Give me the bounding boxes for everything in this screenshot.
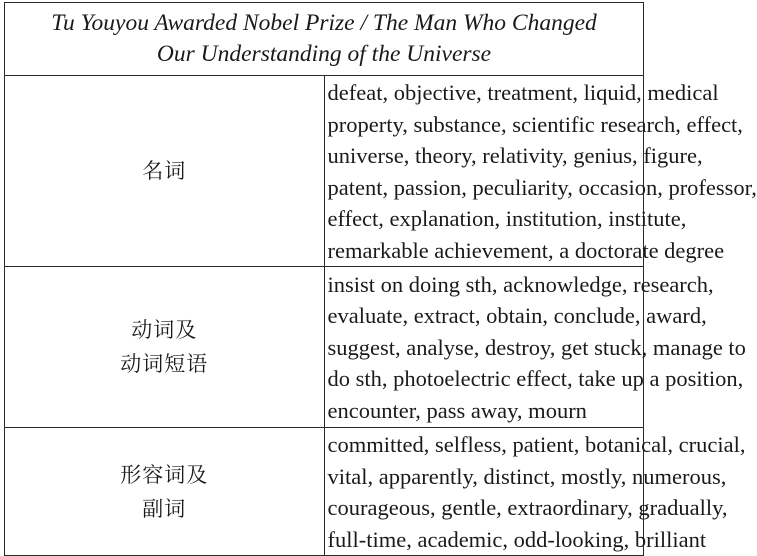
word-line: remarkable achievement, a doctorate degree	[327, 237, 725, 263]
table-row-nouns	[5, 76, 644, 267]
category-label: 名词	[142, 159, 187, 183]
word-line: defeat, objective, treatment, liquid, medical	[327, 80, 719, 105]
table-row-verbs	[5, 267, 644, 428]
category-label: 形容词及	[120, 462, 209, 487]
category-cell-adjectives	[5, 428, 325, 556]
title-row	[5, 3, 644, 76]
word-line: effect, explanation, institution, institute,	[327, 206, 687, 231]
word-line: insist on doing sth, acknowledge, research,	[327, 271, 714, 297]
word-line: suggest, analyse, destroy, get stuck, manage to	[327, 334, 746, 360]
word-line: vital, apparently, distinct, mostly, numerous,	[327, 463, 727, 489]
word-line: property, substance, scientific research, effect,	[327, 111, 743, 137]
word-line: evaluate, extract, obtain, conclude, award,	[327, 303, 707, 329]
word-line: universe, theory, relativity, genius, figure,	[327, 143, 703, 168]
category-cell-nouns	[5, 76, 325, 267]
word-line: patent, passion, peculiarity, occasion, professor,	[327, 174, 757, 200]
word-line: courageous, gentle, extraordinary, gradually,	[327, 495, 728, 520]
word-line: committed, selfless, patient, botanical, crucial,	[327, 432, 746, 457]
words-cell-verbs	[324, 267, 746, 428]
title-line-1: Tu Youyou Awarded Nobel Prize / The Man Who Changed	[51, 10, 597, 36]
category-label: 动词及	[131, 318, 198, 342]
vocabulary-table	[4, 2, 757, 556]
table-title	[5, 3, 644, 76]
category-cell-verbs	[5, 267, 325, 428]
category-label: 动词短语	[120, 352, 209, 376]
table-row-adjectives	[5, 428, 644, 556]
words-cell-nouns	[324, 76, 757, 267]
word-line: full-time, academic, odd-looking, brilliant	[327, 526, 707, 552]
words-cell-adjectives	[324, 428, 746, 556]
category-label: 副词	[142, 496, 187, 521]
title-line-2: Our Understanding of the Universe	[156, 41, 492, 67]
word-line: do sth, photoelectric effect, take up a position,	[327, 366, 744, 392]
word-line: encounter, pass away, mourn	[327, 397, 587, 423]
